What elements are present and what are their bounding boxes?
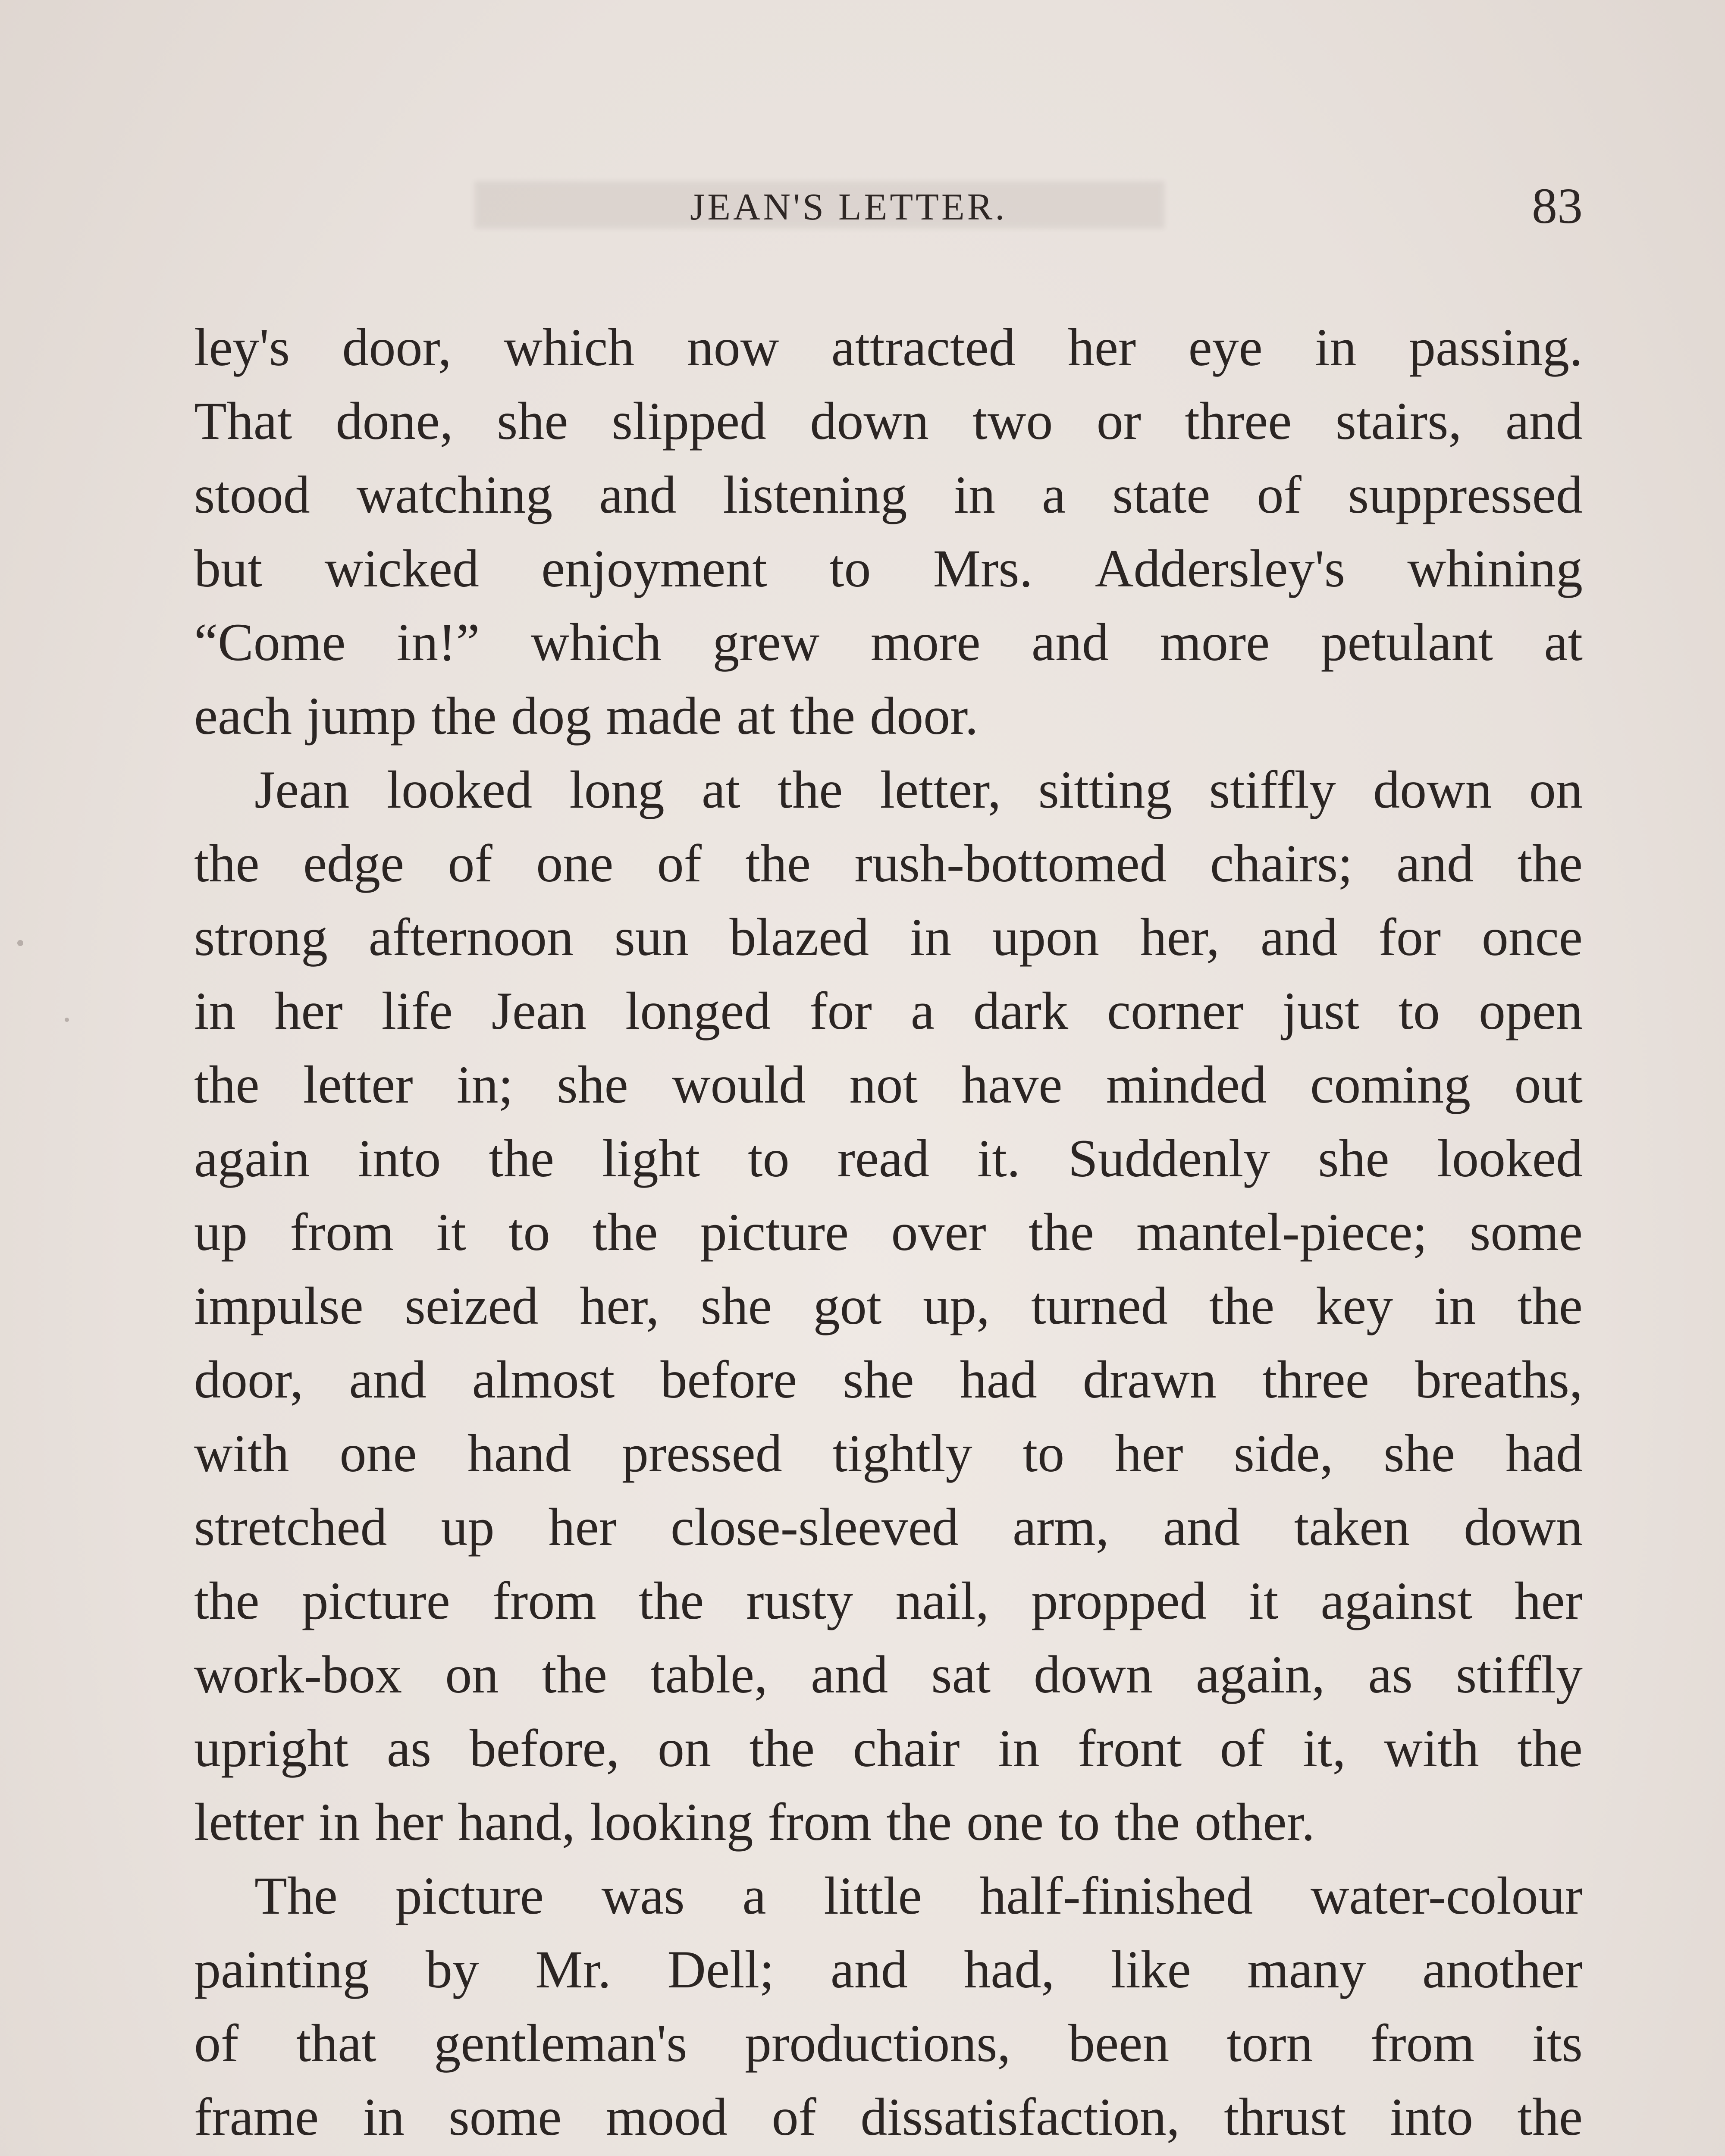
text-line bbox=[194, 391, 1583, 464]
word: in bbox=[910, 908, 952, 967]
body-text bbox=[194, 317, 1583, 2156]
word: listening bbox=[723, 465, 907, 524]
word: her bbox=[1067, 318, 1136, 377]
word: down bbox=[1373, 760, 1492, 819]
word: suppressed bbox=[1348, 465, 1583, 524]
word: turned bbox=[1031, 1276, 1168, 1335]
word: the bbox=[1029, 1203, 1094, 1262]
word: its bbox=[1532, 2014, 1583, 2073]
word: she bbox=[557, 1055, 628, 1114]
word: That bbox=[194, 392, 292, 451]
word: mood bbox=[605, 2087, 728, 2147]
word: to bbox=[1398, 981, 1440, 1040]
word: jump bbox=[307, 686, 417, 746]
word: stiffly bbox=[1209, 760, 1336, 819]
word: down bbox=[810, 392, 929, 451]
word: not bbox=[849, 1055, 918, 1114]
word: Jean bbox=[254, 760, 350, 819]
word: looking bbox=[590, 1792, 753, 1852]
word: enjoyment bbox=[541, 539, 767, 598]
word: longed bbox=[625, 981, 771, 1040]
word: the bbox=[194, 1571, 260, 1630]
word: have bbox=[961, 1055, 1063, 1114]
word: rusty bbox=[746, 1571, 853, 1630]
word: stiffly bbox=[1455, 1645, 1583, 1704]
word: chair bbox=[853, 1719, 960, 1778]
word: thrust bbox=[1224, 2087, 1346, 2147]
word: she bbox=[1383, 1424, 1455, 1483]
word: the bbox=[790, 686, 856, 746]
word: ley's bbox=[194, 318, 290, 377]
word: at bbox=[702, 760, 740, 819]
word: over bbox=[891, 1203, 986, 1262]
word: on bbox=[658, 1719, 711, 1778]
word: pressed bbox=[621, 1424, 782, 1483]
word: the bbox=[777, 760, 843, 819]
word: and bbox=[1163, 1498, 1240, 1557]
word: sun bbox=[614, 908, 689, 967]
word: to bbox=[1058, 1792, 1100, 1852]
text-line bbox=[194, 1054, 1583, 1128]
word: more bbox=[1160, 613, 1270, 672]
word: in bbox=[194, 981, 236, 1040]
word: to bbox=[829, 539, 871, 598]
word: of bbox=[657, 834, 702, 893]
word: now bbox=[687, 318, 779, 377]
word: blazed bbox=[729, 908, 869, 967]
word: the bbox=[886, 1792, 952, 1852]
word: in bbox=[363, 2087, 405, 2147]
word: and bbox=[1260, 908, 1338, 967]
word: the bbox=[1114, 1792, 1180, 1852]
text-line bbox=[194, 317, 1583, 391]
word: side, bbox=[1233, 1424, 1333, 1483]
text-line bbox=[194, 1792, 1583, 1865]
word: chairs; bbox=[1210, 834, 1353, 893]
word: the bbox=[489, 1129, 554, 1188]
word: from bbox=[290, 1203, 394, 1262]
word: and bbox=[1396, 834, 1474, 893]
word: wicked bbox=[324, 539, 479, 598]
word: at bbox=[737, 686, 775, 746]
paper-speck bbox=[65, 1018, 69, 1022]
word: stretched bbox=[194, 1498, 387, 1557]
word: The bbox=[254, 1866, 338, 1925]
word: drawn bbox=[1082, 1350, 1217, 1409]
word: little bbox=[824, 1866, 922, 1925]
text-line bbox=[194, 464, 1583, 538]
word: half-finished bbox=[979, 1866, 1253, 1925]
word: gentleman's bbox=[434, 2014, 687, 2073]
word: Suddenly bbox=[1068, 1129, 1270, 1188]
word: rush-bottomed bbox=[854, 834, 1167, 893]
word: a bbox=[1042, 465, 1066, 524]
word: almost bbox=[472, 1350, 615, 1409]
text-line bbox=[194, 1349, 1583, 1423]
word: of bbox=[1257, 465, 1302, 524]
word: hand bbox=[467, 1424, 571, 1483]
word: her bbox=[1514, 1571, 1583, 1630]
word: and bbox=[599, 465, 677, 524]
word: her, bbox=[580, 1276, 659, 1335]
word: her, bbox=[1140, 908, 1220, 967]
word: strong bbox=[194, 908, 328, 967]
word: the bbox=[745, 834, 811, 893]
word: letter, bbox=[880, 760, 1001, 819]
word: done, bbox=[336, 392, 453, 451]
word: breaths, bbox=[1414, 1350, 1583, 1409]
word: sat bbox=[931, 1645, 991, 1704]
word: some bbox=[448, 2087, 562, 2147]
word: looked bbox=[1437, 1129, 1583, 1188]
word: with bbox=[194, 1424, 289, 1483]
text-line bbox=[194, 981, 1583, 1054]
word: would bbox=[672, 1055, 806, 1114]
word: it bbox=[436, 1203, 466, 1262]
word: the bbox=[1517, 834, 1583, 893]
word: for bbox=[809, 981, 872, 1040]
text-line bbox=[194, 538, 1583, 612]
word: it bbox=[1248, 1571, 1279, 1630]
word: dark bbox=[973, 981, 1069, 1040]
word: many bbox=[1247, 1940, 1366, 1999]
text-line bbox=[194, 1128, 1583, 1202]
word: watching bbox=[356, 465, 553, 524]
word: the bbox=[1209, 1276, 1275, 1335]
word: three bbox=[1262, 1350, 1369, 1409]
word: was bbox=[601, 1866, 685, 1925]
word: Dell; bbox=[667, 1940, 775, 1999]
word: of bbox=[772, 2087, 816, 2147]
text-line bbox=[194, 907, 1583, 981]
word: dissatisfaction, bbox=[860, 2087, 1180, 2147]
word: up, bbox=[923, 1276, 990, 1335]
word: that bbox=[296, 2014, 376, 2073]
word: coming bbox=[1310, 1055, 1471, 1114]
word: another bbox=[1422, 1940, 1583, 1999]
word: front bbox=[1078, 1719, 1182, 1778]
text-line bbox=[194, 1865, 1583, 1939]
word: two bbox=[972, 392, 1053, 451]
word: eye bbox=[1188, 318, 1263, 377]
word: or bbox=[1096, 392, 1142, 451]
word: key bbox=[1316, 1276, 1393, 1335]
word: from bbox=[768, 1792, 872, 1852]
word: in bbox=[318, 1792, 361, 1852]
word: in; bbox=[457, 1055, 513, 1114]
paper-speck bbox=[17, 940, 23, 946]
word: down bbox=[1464, 1498, 1583, 1557]
word: passing. bbox=[1408, 318, 1583, 377]
word: read bbox=[837, 1129, 929, 1188]
word: and bbox=[811, 1645, 888, 1704]
word: nail, bbox=[895, 1571, 989, 1630]
word: Mrs. bbox=[933, 539, 1033, 598]
word: a bbox=[910, 981, 935, 1040]
word: from bbox=[492, 1571, 596, 1630]
word: just bbox=[1282, 981, 1360, 1040]
word: other. bbox=[1195, 1792, 1315, 1852]
word: more bbox=[870, 613, 981, 672]
word: one bbox=[339, 1424, 417, 1483]
word: again, bbox=[1195, 1645, 1325, 1704]
word: of bbox=[194, 2014, 239, 2073]
word: the bbox=[194, 1055, 260, 1114]
word: grew bbox=[712, 613, 820, 672]
word: and bbox=[1031, 613, 1109, 672]
word: which bbox=[504, 318, 635, 377]
word: she bbox=[700, 1276, 772, 1335]
word: slipped bbox=[612, 392, 766, 451]
word: her bbox=[1115, 1424, 1183, 1483]
word: attracted bbox=[831, 318, 1016, 377]
word: out bbox=[1514, 1055, 1583, 1114]
word: three bbox=[1185, 392, 1292, 451]
word: impulse bbox=[194, 1276, 364, 1335]
word: door, bbox=[342, 318, 452, 377]
word: light bbox=[602, 1129, 700, 1188]
page-number: 83 bbox=[1532, 178, 1583, 234]
word: long bbox=[569, 760, 665, 819]
word: she bbox=[1318, 1129, 1389, 1188]
word: arm, bbox=[1012, 1498, 1109, 1557]
word: corner bbox=[1107, 981, 1244, 1040]
text-line bbox=[194, 612, 1583, 686]
text-line bbox=[194, 1202, 1583, 1275]
word: it, bbox=[1302, 1719, 1346, 1778]
text-line bbox=[194, 1570, 1583, 1644]
word: in bbox=[1315, 318, 1357, 377]
text-line bbox=[194, 1939, 1583, 2013]
text-line bbox=[194, 686, 1583, 759]
word: like bbox=[1110, 1940, 1191, 1999]
word: her bbox=[548, 1498, 617, 1557]
text-line bbox=[194, 2087, 1583, 2156]
word: hand, bbox=[458, 1792, 575, 1852]
word: before bbox=[660, 1350, 797, 1409]
word: propped bbox=[1031, 1571, 1207, 1630]
word: on bbox=[445, 1645, 499, 1704]
word: afternoon bbox=[368, 908, 574, 967]
word: one bbox=[536, 834, 614, 893]
word: in bbox=[998, 1719, 1040, 1778]
word: to bbox=[748, 1129, 790, 1188]
word: letter bbox=[194, 1792, 304, 1852]
word: work-box bbox=[194, 1645, 402, 1704]
word: and bbox=[1505, 392, 1583, 451]
word: upon bbox=[992, 908, 1099, 967]
word: minded bbox=[1106, 1055, 1267, 1114]
word: the bbox=[592, 1203, 658, 1262]
page-header bbox=[194, 168, 1583, 254]
word: some bbox=[1470, 1203, 1583, 1262]
word: seized bbox=[405, 1276, 539, 1335]
word: she bbox=[497, 392, 568, 451]
word: the bbox=[194, 834, 260, 893]
word: life bbox=[381, 981, 453, 1040]
text-line bbox=[194, 1275, 1583, 1349]
word: at bbox=[1544, 613, 1583, 672]
word: water-colour bbox=[1310, 1866, 1583, 1925]
word: once bbox=[1481, 908, 1583, 967]
word: Addersley's bbox=[1095, 539, 1346, 598]
word: for bbox=[1378, 908, 1441, 967]
word: her bbox=[274, 981, 343, 1040]
word: against bbox=[1320, 1571, 1472, 1630]
word: by bbox=[425, 1940, 479, 1999]
word: the bbox=[1517, 2087, 1583, 2147]
word: Jean bbox=[491, 981, 587, 1040]
word: sitting bbox=[1038, 760, 1172, 819]
word: had bbox=[1505, 1424, 1583, 1483]
word: table, bbox=[650, 1645, 768, 1704]
word: her bbox=[375, 1792, 443, 1852]
word: picture bbox=[700, 1203, 849, 1262]
word: open bbox=[1478, 981, 1583, 1040]
word: the bbox=[431, 686, 497, 746]
word: and bbox=[349, 1350, 427, 1409]
word: to bbox=[508, 1203, 550, 1262]
word: tightly bbox=[832, 1424, 972, 1483]
word: dog bbox=[511, 686, 592, 746]
word: the bbox=[542, 1645, 607, 1704]
text-line bbox=[194, 833, 1583, 907]
word: to bbox=[1022, 1424, 1065, 1483]
word: frame bbox=[194, 2087, 319, 2147]
word: the bbox=[1517, 1719, 1583, 1778]
word: had, bbox=[964, 1940, 1055, 1999]
word: the bbox=[749, 1719, 815, 1778]
word: of bbox=[448, 834, 492, 893]
word: as bbox=[386, 1719, 432, 1778]
word: the bbox=[638, 1571, 704, 1630]
word: again bbox=[194, 1129, 310, 1188]
text-line bbox=[194, 1644, 1583, 1718]
word: edge bbox=[303, 834, 405, 893]
word: before, bbox=[469, 1719, 620, 1778]
word: made bbox=[606, 686, 722, 746]
word: had bbox=[960, 1350, 1037, 1409]
word: painting bbox=[194, 1940, 370, 1999]
word: down bbox=[1034, 1645, 1153, 1704]
word: in bbox=[953, 465, 996, 524]
text-line bbox=[194, 759, 1583, 833]
running-title: JEAN'S LETTER. bbox=[690, 186, 1007, 228]
word: productions, bbox=[745, 2014, 1011, 2073]
word: from bbox=[1371, 2014, 1475, 2073]
word: on bbox=[1529, 760, 1583, 819]
text-line bbox=[194, 2013, 1583, 2087]
word: Mr. bbox=[535, 1940, 611, 1999]
text-line bbox=[194, 1423, 1583, 1497]
word: into bbox=[358, 1129, 441, 1188]
word: one bbox=[966, 1792, 1044, 1852]
word: the bbox=[1517, 1276, 1583, 1335]
word: in bbox=[1434, 1276, 1476, 1335]
word: letter bbox=[303, 1055, 413, 1114]
word: picture bbox=[301, 1571, 450, 1630]
word: torn bbox=[1226, 2014, 1313, 2073]
word: whining bbox=[1407, 539, 1583, 598]
word: stood bbox=[194, 465, 310, 524]
word: got bbox=[813, 1276, 882, 1335]
word: been bbox=[1068, 2014, 1170, 2073]
word: taken bbox=[1294, 1498, 1410, 1557]
word: but bbox=[194, 539, 263, 598]
word: state bbox=[1112, 465, 1211, 524]
word: stairs, bbox=[1335, 392, 1462, 451]
word: into bbox=[1390, 2087, 1474, 2147]
word: and bbox=[830, 1940, 908, 1999]
word: with bbox=[1384, 1719, 1479, 1778]
word: she bbox=[843, 1350, 914, 1409]
word: as bbox=[1368, 1645, 1413, 1704]
word: which bbox=[530, 613, 662, 672]
word: picture bbox=[395, 1866, 544, 1925]
word: it. bbox=[977, 1129, 1020, 1188]
text-line bbox=[194, 1497, 1583, 1570]
word: of bbox=[1220, 1719, 1265, 1778]
word: up bbox=[194, 1203, 248, 1262]
word: upright bbox=[194, 1719, 349, 1778]
word: mantel-piece; bbox=[1136, 1203, 1427, 1262]
word: a bbox=[742, 1866, 766, 1925]
word: looked bbox=[386, 760, 533, 819]
word: in!” bbox=[396, 613, 480, 672]
word: “Come bbox=[194, 613, 346, 672]
word: up bbox=[441, 1498, 495, 1557]
word: door. bbox=[870, 686, 979, 746]
word: petulant bbox=[1320, 613, 1493, 672]
text-line bbox=[194, 1718, 1583, 1792]
word: close-sleeved bbox=[671, 1498, 959, 1557]
word: each bbox=[194, 686, 292, 746]
word: door, bbox=[194, 1350, 304, 1409]
